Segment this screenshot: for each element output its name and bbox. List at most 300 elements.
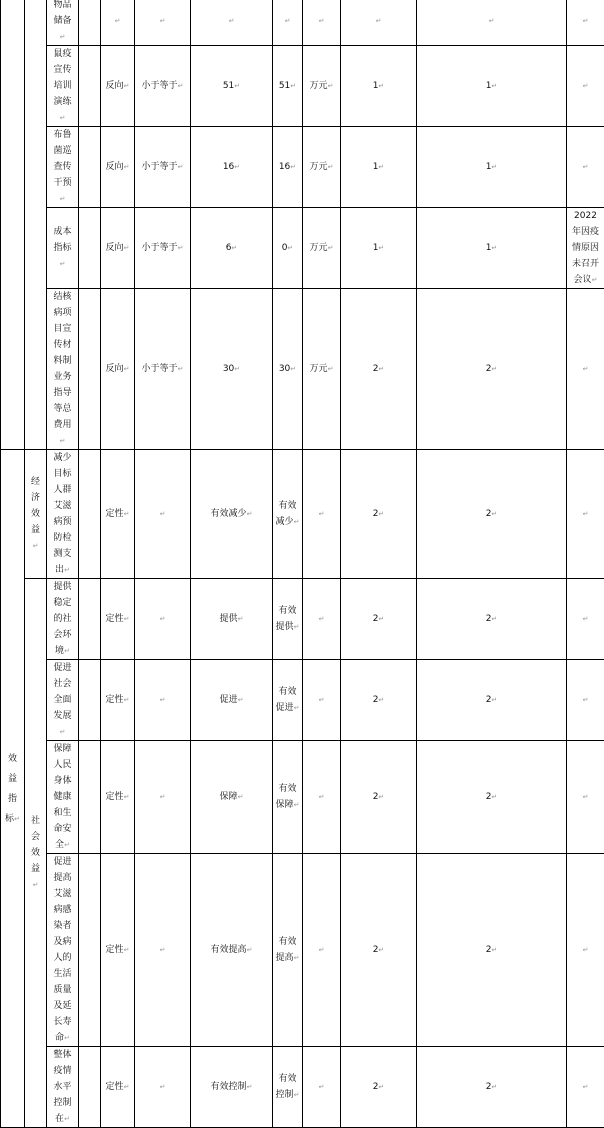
unit [303, 741, 341, 854]
operator-text: 小于等于 [142, 81, 178, 91]
unit [303, 46, 341, 127]
score-text: 1 [373, 162, 379, 172]
actual-value [273, 1047, 303, 1128]
actual-value [273, 46, 303, 127]
paragraph-mark-icon: ↵ [319, 510, 325, 518]
score-got-text: 2 [486, 614, 492, 624]
actual-value-text: 0 [282, 243, 288, 253]
actual-value-text: 有效保障 [276, 784, 297, 810]
score-got [417, 127, 567, 208]
blank-col [79, 660, 101, 741]
blank-col [79, 741, 101, 854]
operator [135, 1047, 191, 1128]
unit [303, 660, 341, 741]
paragraph-mark-icon: ↵ [231, 244, 237, 252]
paragraph-mark-icon: ↵ [160, 946, 166, 954]
note [567, 579, 604, 660]
unit [303, 854, 341, 1047]
score-got-text: 2 [486, 509, 492, 519]
paragraph-mark-icon: ↵ [160, 793, 166, 801]
operator [135, 289, 191, 450]
unit-text: 万元 [310, 81, 328, 91]
paragraph-mark-icon: ↵ [124, 365, 130, 373]
paragraph-mark-icon: ↵ [247, 946, 253, 954]
target-value-text: 提供 [220, 614, 238, 624]
actual-value [273, 741, 303, 854]
score-got [417, 289, 567, 450]
target-value [191, 127, 273, 208]
table-row [1, 289, 604, 450]
level2-economic [25, 450, 47, 579]
level3-indicator-text: 保障人民身体健康和生命安全 [53, 744, 71, 850]
score-text: 2 [373, 364, 379, 374]
level3-indicator [47, 127, 79, 208]
target-value-text: 有效控制 [211, 1082, 247, 1092]
paragraph-mark-icon: ↵ [491, 365, 497, 373]
operator-text: 小于等于 [142, 243, 178, 253]
direction [101, 127, 135, 208]
paragraph-mark-icon: ↵ [124, 82, 130, 90]
paragraph-mark-icon: ↵ [124, 163, 130, 171]
score [341, 127, 417, 208]
note-text: 2022 年因疫情原因未召开会议 [572, 211, 599, 285]
paragraph-mark-icon: ↵ [491, 615, 497, 623]
paragraph-mark-icon: ↵ [290, 82, 296, 90]
blank-col [79, 208, 101, 289]
paragraph-mark-icon: ↵ [376, 17, 382, 25]
note [567, 854, 604, 1047]
target-value [191, 289, 273, 450]
target-value [191, 741, 273, 854]
direction-text: 反向 [106, 364, 124, 374]
paragraph-mark-icon: ↵ [378, 615, 384, 623]
unit-text: 万元 [310, 364, 328, 374]
paragraph-mark-icon: ↵ [238, 615, 244, 623]
level3-indicator [47, 579, 79, 660]
target-value-text: 51 [223, 81, 234, 91]
paragraph-mark-icon: ↵ [64, 841, 70, 849]
paragraph-mark-icon: ↵ [294, 801, 300, 809]
paragraph-mark-icon: ↵ [124, 615, 130, 623]
level2-economic-text: 经济效益 [31, 477, 40, 535]
operator [135, 854, 191, 1047]
table-row [1, 46, 604, 127]
note [567, 289, 604, 450]
level3-indicator-text: 布鲁菌巡查传干预 [53, 130, 71, 188]
score-got-text: 2 [486, 695, 492, 705]
paragraph-mark-icon: ↵ [238, 696, 244, 704]
operator-text: 小于等于 [142, 162, 178, 172]
paragraph-mark-icon: ↵ [378, 510, 384, 518]
paragraph-mark-icon: ↵ [583, 696, 589, 704]
table-row [1, 1047, 604, 1128]
operator [135, 660, 191, 741]
paragraph-mark-icon: ↵ [60, 728, 66, 736]
paragraph-mark-icon: ↵ [160, 615, 166, 623]
paragraph-mark-icon: ↵ [60, 114, 66, 122]
target-value [191, 854, 273, 1047]
paragraph-mark-icon: ↵ [247, 1083, 253, 1091]
score-got [417, 0, 567, 46]
direction [101, 660, 135, 741]
level3-indicator-text: 结核病项目宣传材料制业务指导等总费用 [53, 292, 71, 430]
unit [303, 0, 341, 46]
paragraph-mark-icon: ↵ [378, 696, 384, 704]
paragraph-mark-icon: ↵ [60, 195, 66, 203]
note [567, 0, 604, 46]
paragraph-mark-icon: ↵ [60, 33, 66, 41]
level3-indicator [47, 1047, 79, 1128]
paragraph-mark-icon: ↵ [328, 163, 334, 171]
target-value-text: 30 [223, 364, 234, 374]
level3-indicator-text: 整体疫情水平控制在 [53, 1050, 71, 1124]
score-got [417, 660, 567, 741]
paragraph-mark-icon: ↵ [319, 793, 325, 801]
actual-value-text: 有效减少 [276, 501, 297, 527]
paragraph-mark-icon: ↵ [491, 163, 497, 171]
paragraph-mark-icon: ↵ [328, 365, 334, 373]
paragraph-mark-icon: ↵ [178, 365, 184, 373]
level3-indicator-text: 促进提高艾滋病感染者及病人的生活质量及延长寿命 [53, 857, 71, 1043]
target-value-text: 16 [223, 162, 234, 172]
target-value-text: 促进 [220, 695, 238, 705]
paragraph-mark-icon: ↵ [328, 82, 334, 90]
operator [135, 208, 191, 289]
level3-indicator [47, 0, 79, 46]
note [567, 127, 604, 208]
direction-text: 定性 [106, 792, 124, 802]
target-value [191, 1047, 273, 1128]
paragraph-mark-icon: ↵ [160, 1083, 166, 1091]
blank-col [79, 854, 101, 1047]
target-value [191, 46, 273, 127]
unit [303, 289, 341, 450]
paragraph-mark-icon: ↵ [489, 17, 495, 25]
paragraph-mark-icon: ↵ [247, 510, 253, 518]
direction-text: 定性 [106, 695, 124, 705]
score-got-text: 1 [486, 162, 492, 172]
unit [303, 1047, 341, 1128]
paragraph-mark-icon: ↵ [238, 793, 244, 801]
paragraph-mark-icon: ↵ [178, 163, 184, 171]
actual-value [273, 127, 303, 208]
score-text: 2 [373, 695, 379, 705]
direction [101, 579, 135, 660]
level3-indicator [47, 660, 79, 741]
score-got [417, 854, 567, 1047]
score-text: 1 [373, 243, 379, 253]
paragraph-mark-icon: ↵ [294, 704, 300, 712]
paragraph-mark-icon: ↵ [124, 793, 130, 801]
paragraph-mark-icon: ↵ [378, 793, 384, 801]
level3-indicator-text: 鼠疫宣传培训演练 [53, 49, 71, 107]
score-text: 2 [373, 1082, 379, 1092]
paragraph-mark-icon: ↵ [124, 244, 130, 252]
score [341, 208, 417, 289]
actual-value-text: 有效提高 [276, 937, 297, 963]
blank-col [79, 0, 101, 46]
score [341, 0, 417, 46]
target-value-text: 有效减少 [211, 509, 247, 519]
score-got [417, 741, 567, 854]
score-text: 2 [373, 614, 379, 624]
note [567, 741, 604, 854]
table-row [1, 0, 604, 46]
score [341, 289, 417, 450]
paragraph-mark-icon: ↵ [583, 793, 589, 801]
paragraph-mark-icon: ↵ [319, 1083, 325, 1091]
level3-indicator-text: 促进社会全面发展 [53, 663, 71, 721]
paragraph-mark-icon: ↵ [583, 365, 589, 373]
operator [135, 0, 191, 46]
paragraph-mark-icon: ↵ [294, 954, 300, 962]
paragraph-mark-icon: ↵ [64, 1115, 70, 1123]
direction-text: 反向 [106, 162, 124, 172]
actual-value [273, 854, 303, 1047]
note [567, 208, 604, 289]
level3-indicator [47, 208, 79, 289]
direction [101, 0, 135, 46]
unit [303, 450, 341, 579]
paragraph-mark-icon: ↵ [294, 518, 300, 526]
direction [101, 854, 135, 1047]
actual-value [273, 289, 303, 450]
paragraph-mark-icon: ↵ [160, 510, 166, 518]
paragraph-mark-icon: ↵ [124, 1083, 130, 1091]
paragraph-mark-icon: ↵ [290, 365, 296, 373]
table-row [1, 660, 604, 741]
paragraph-mark-icon: ↵ [378, 82, 384, 90]
direction-text: 反向 [106, 81, 124, 91]
score-got [417, 579, 567, 660]
score [341, 1047, 417, 1128]
level1-indicator [1, 450, 25, 1128]
table-row [1, 127, 604, 208]
blank-l1 [1, 0, 25, 450]
operator [135, 46, 191, 127]
paragraph-mark-icon: ↵ [33, 542, 39, 550]
paragraph-mark-icon: ↵ [583, 17, 589, 25]
score-got-text: 2 [486, 945, 492, 955]
score-text: 1 [373, 81, 379, 91]
actual-value-text: 有效控制 [276, 1074, 297, 1100]
paragraph-mark-icon: ↵ [491, 946, 497, 954]
blank-col [79, 1047, 101, 1128]
actual-value [273, 579, 303, 660]
actual-value [273, 208, 303, 289]
unit [303, 208, 341, 289]
paragraph-mark-icon: ↵ [60, 260, 66, 268]
paragraph-mark-icon: ↵ [491, 244, 497, 252]
paragraph-mark-icon: ↵ [319, 946, 325, 954]
level3-indicator [47, 289, 79, 450]
target-value [191, 208, 273, 289]
blank-col [79, 450, 101, 579]
direction-text: 定性 [106, 614, 124, 624]
score [341, 46, 417, 127]
note [567, 1047, 604, 1128]
unit [303, 579, 341, 660]
unit-text: 万元 [310, 162, 328, 172]
paragraph-mark-icon: ↵ [491, 793, 497, 801]
paragraph-mark-icon: ↵ [294, 623, 300, 631]
blank-l2 [25, 0, 47, 450]
paragraph-mark-icon: ↵ [378, 946, 384, 954]
target-value-text: 6 [226, 243, 232, 253]
paragraph-mark-icon: ↵ [33, 881, 39, 889]
operator [135, 127, 191, 208]
score-text: 2 [373, 945, 379, 955]
unit-text: 万元 [310, 243, 328, 253]
score [341, 854, 417, 1047]
note [567, 46, 604, 127]
direction [101, 46, 135, 127]
level3-indicator [47, 46, 79, 127]
score-got-text: 2 [486, 1082, 492, 1092]
paragraph-mark-icon: ↵ [583, 82, 589, 90]
target-value [191, 579, 273, 660]
paragraph-mark-icon: ↵ [64, 566, 70, 574]
unit [303, 127, 341, 208]
note [567, 450, 604, 579]
actual-value-text: 30 [279, 364, 290, 374]
paragraph-mark-icon: ↵ [583, 163, 589, 171]
paragraph-mark-icon: ↵ [234, 365, 240, 373]
paragraph-mark-icon: ↵ [378, 244, 384, 252]
paragraph-mark-icon: ↵ [491, 1083, 497, 1091]
direction [101, 741, 135, 854]
actual-value-text: 有效提供 [276, 606, 297, 632]
level3-indicator [47, 450, 79, 579]
score-got [417, 208, 567, 289]
score-got [417, 46, 567, 127]
table-row [1, 579, 604, 660]
operator [135, 579, 191, 660]
paragraph-mark-icon: ↵ [115, 17, 121, 25]
paragraph-mark-icon: ↵ [491, 82, 497, 90]
actual-value-text: 16 [279, 162, 290, 172]
paragraph-mark-icon: ↵ [319, 696, 325, 704]
score-got-text: 2 [486, 364, 492, 374]
paragraph-mark-icon: ↵ [287, 244, 293, 252]
score-text: 2 [373, 792, 379, 802]
level2-social-text: 社会效益 [31, 816, 40, 874]
actual-value [273, 0, 303, 46]
score [341, 579, 417, 660]
paragraph-mark-icon: ↵ [583, 1083, 589, 1091]
paragraph-mark-icon: ↵ [124, 946, 130, 954]
target-value [191, 660, 273, 741]
score-got [417, 1047, 567, 1128]
score [341, 450, 417, 579]
paragraph-mark-icon: ↵ [583, 615, 589, 623]
actual-value [273, 450, 303, 579]
score-got-text: 2 [486, 792, 492, 802]
target-value [191, 0, 273, 46]
paragraph-mark-icon: ↵ [583, 946, 589, 954]
paragraph-mark-icon: ↵ [124, 510, 130, 518]
paragraph-mark-icon: ↵ [378, 163, 384, 171]
blank-col [79, 579, 101, 660]
paragraph-mark-icon: ↵ [285, 17, 291, 25]
level3-indicator [47, 741, 79, 854]
paragraph-mark-icon: ↵ [14, 815, 20, 823]
paragraph-mark-icon: ↵ [234, 163, 240, 171]
score-got [417, 450, 567, 579]
score [341, 741, 417, 854]
paragraph-mark-icon: ↵ [178, 82, 184, 90]
operator [135, 450, 191, 579]
direction-text: 定性 [106, 945, 124, 955]
target-value-text: 保障 [220, 792, 238, 802]
level3-indicator-text: 减少目标人群艾滋病预防检测支出 [53, 453, 71, 575]
table-row [1, 450, 604, 579]
paragraph-mark-icon: ↵ [160, 17, 166, 25]
target-value [191, 450, 273, 579]
level3-indicator-text: 物品储备 [53, 0, 71, 26]
direction [101, 450, 135, 579]
note [567, 660, 604, 741]
actual-value-text: 51 [279, 81, 290, 91]
paragraph-mark-icon: ↵ [328, 244, 334, 252]
actual-value [273, 660, 303, 741]
direction-text: 定性 [106, 1082, 124, 1092]
table-row [1, 208, 604, 289]
paragraph-mark-icon: ↵ [124, 696, 130, 704]
paragraph-mark-icon: ↵ [229, 17, 235, 25]
direction-text: 定性 [106, 509, 124, 519]
level3-indicator [47, 854, 79, 1047]
target-value-text: 有效提高 [211, 945, 247, 955]
blank-col [79, 289, 101, 450]
paragraph-mark-icon: ↵ [290, 163, 296, 171]
paragraph-mark-icon: ↵ [378, 1083, 384, 1091]
paragraph-mark-icon: ↵ [491, 510, 497, 518]
paragraph-mark-icon: ↵ [64, 1034, 70, 1042]
direction [101, 1047, 135, 1128]
score-text: 2 [373, 509, 379, 519]
paragraph-mark-icon: ↵ [592, 276, 598, 284]
paragraph-mark-icon: ↵ [491, 696, 497, 704]
direction-text: 反向 [106, 243, 124, 253]
paragraph-mark-icon: ↵ [319, 17, 325, 25]
blank-col [79, 46, 101, 127]
actual-value-text: 有效促进 [276, 687, 297, 713]
paragraph-mark-icon: ↵ [583, 510, 589, 518]
paragraph-mark-icon: ↵ [60, 437, 66, 445]
paragraph-mark-icon: ↵ [319, 615, 325, 623]
score [341, 660, 417, 741]
paragraph-mark-icon: ↵ [234, 82, 240, 90]
blank-col [79, 127, 101, 208]
paragraph-mark-icon: ↵ [294, 1091, 300, 1099]
table-row [1, 741, 604, 854]
level3-indicator-text: 提供稳定的社会环境 [53, 582, 71, 656]
score-got-text: 1 [486, 81, 492, 91]
operator-text: 小于等于 [142, 364, 178, 374]
direction [101, 208, 135, 289]
level1-indicator-text: 效益指标 [5, 754, 17, 824]
paragraph-mark-icon: ↵ [160, 696, 166, 704]
paragraph-mark-icon: ↵ [178, 244, 184, 252]
score-got-text: 1 [486, 243, 492, 253]
level2-social [25, 579, 47, 1128]
operator [135, 741, 191, 854]
table-row [1, 854, 604, 1047]
paragraph-mark-icon: ↵ [64, 647, 70, 655]
level3-indicator-text: 成本指标 [53, 227, 71, 253]
direction [101, 289, 135, 450]
